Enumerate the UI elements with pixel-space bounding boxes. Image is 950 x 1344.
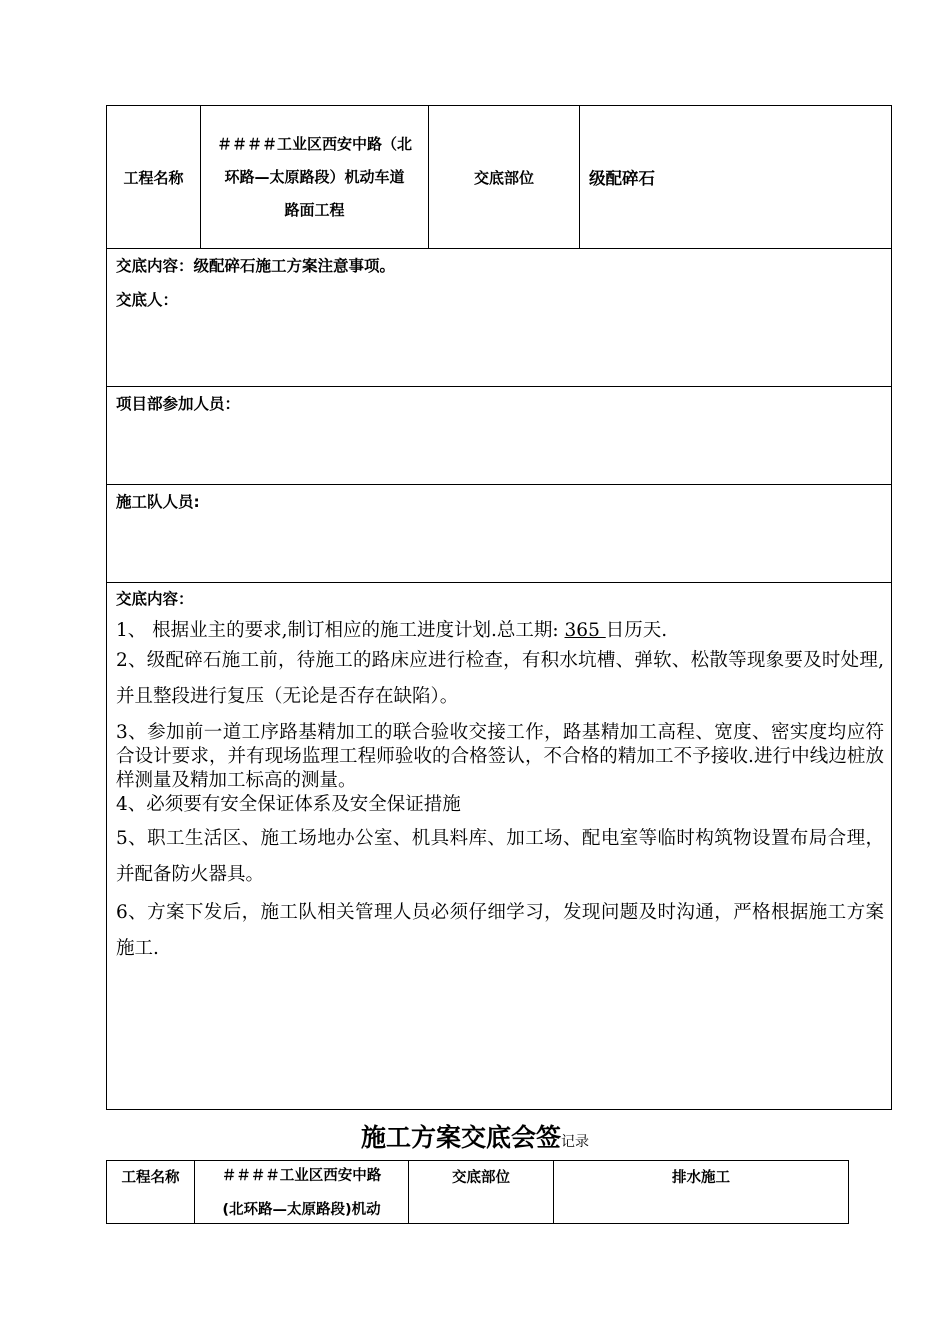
content-label: 交底内容：	[116, 590, 194, 608]
project-name-line: 环路—太原路段）机动车道	[224, 167, 405, 186]
team-staff-label: 施工队人员:	[116, 493, 200, 511]
total-days: 365	[564, 620, 606, 641]
dept-staff-row	[107, 386, 891, 484]
project-name-line: (北环路—太原路段)机动	[222, 1202, 381, 1218]
content-item-6: 6、方案下发后，施工队相关管理人员必须仔细学习，发现问题及时沟通，严格根据施工方案施工.	[116, 902, 884, 959]
location-value-2: 排水施工	[553, 1161, 848, 1223]
summary-row	[107, 248, 891, 386]
sign-off-title-main: 施工方案交底会签	[360, 1123, 561, 1152]
sign-off-title-suffix: 记录	[561, 1134, 589, 1150]
location-label: 交底部位	[428, 106, 579, 248]
content-item-4: 4、必须要有安全保证体系及安全保证措施	[116, 794, 461, 815]
project-name-value-2	[194, 1161, 408, 1223]
content-row	[107, 582, 891, 1109]
content-item-3: 3、参加前一道工序路基精加工的联合验收交接工作，路基精加工高程、宽度、密实度均应符合设计要求，并有现场监理工程师验收的合格签认，不合格的精加工不予接收.进行中线边桩放样测量及精加工标高的测量。	[116, 722, 884, 791]
sign-off-title	[0, 1118, 950, 1154]
dept-staff-label: 项目部参加人员：	[116, 395, 241, 413]
project-name-line: ＃＃＃＃工业区西安中路（北	[216, 134, 412, 153]
location-label-2: 交底部位	[408, 1161, 553, 1223]
project-name-value	[200, 106, 428, 248]
project-name-line: ＃＃＃＃工业区西安中路	[221, 1168, 382, 1184]
header-row	[107, 106, 891, 248]
sign-off-table	[106, 1160, 849, 1224]
project-name-label-2: 工程名称	[121, 1170, 180, 1186]
project-name-line: 路面工程	[284, 200, 345, 219]
disclosure-table	[106, 105, 892, 1110]
team-staff-row	[107, 484, 891, 582]
content-item-2: 2、级配碎石施工前，待施工的路床应进行检查，有积水坑槽、弹软、松散等现象要及时处理,并且整段进行复压（无论是否存在缺陷）。	[116, 650, 884, 707]
location-value: 级配碎石	[579, 106, 891, 248]
content-summary: 交底内容：级配碎石施工方案注意事项。	[116, 257, 396, 275]
discloser-label: 交底人：	[116, 291, 179, 309]
content-body	[116, 619, 884, 967]
project-name-label: 工程名称	[123, 168, 184, 187]
content-item-1: 1、 根据业主的要求,制订相应的施工进度计划.总工期: 365 日历天.	[116, 620, 668, 641]
content-item-5: 5、职工生活区、施工场地办公室、机具料库、加工场、配电室等临时构筑物设置布局合理，并配备防火器具。	[116, 828, 884, 885]
